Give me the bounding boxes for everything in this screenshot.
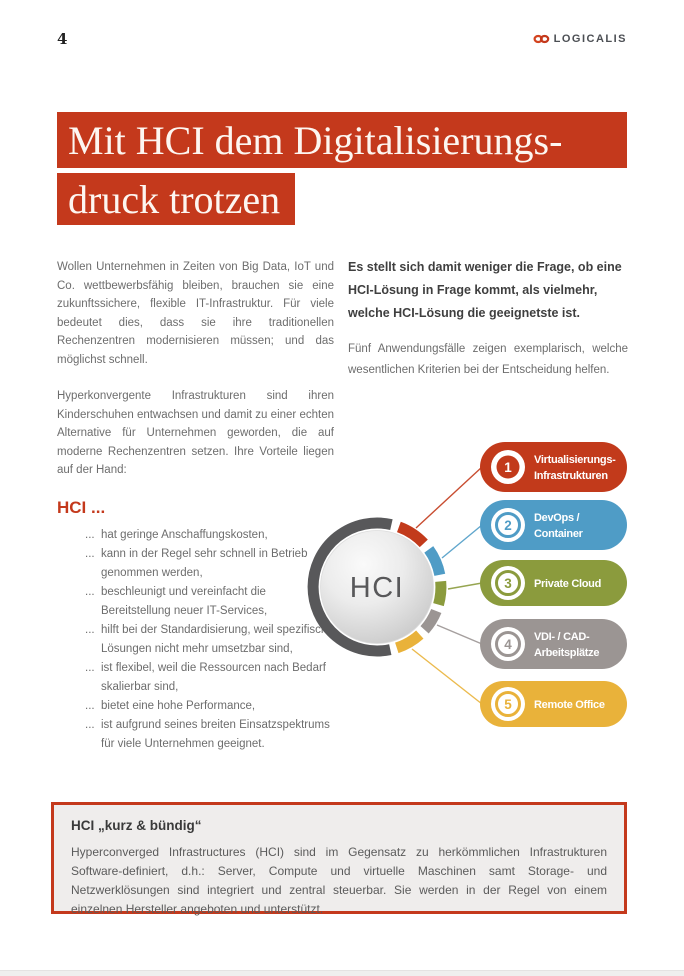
connector-line-1 [416,467,482,528]
article-title [57,112,627,225]
list-item [57,659,334,697]
logicalis-logo-text: LOGICALIS [553,33,627,45]
intro-paragraph-2: Hyperkonvergente Infrastrukturen sind ihren Kinderschuhen entwachsen und damit zu einer echten Alternative für Unternehmen geworden, die auf moderne Rechenzentren setzen. Ihre Vorteile liegen auf der Hand: [57,390,334,476]
use-case-pill-2 [480,500,627,550]
connector-line-5 [412,649,482,704]
list-item-text: hat geringe Anschaffungskosten, [101,528,268,541]
pill-5-number: 5 [504,697,512,712]
hci-benefits-section [57,498,334,754]
list-item-text: ist flexibel, weil die Ressourcen nach Bedarf skalierbar sind, [101,661,327,693]
pill-3-label-line1: Private Cloud [534,578,602,590]
pill-4-label-line2: Arbeitsplätze [534,647,600,659]
list-item [57,526,334,545]
pill-1-label-line1: Virtualisierungs- [534,454,616,466]
pill-2-label-line2: Container [534,528,583,540]
bullet-marker: ... [85,547,95,560]
pill-1-label-line2: Infrastrukturen [534,470,608,482]
pill-4-number: 4 [504,637,512,652]
connector-line-4 [437,625,482,644]
bullet-marker: ... [85,699,95,712]
summary-box-body: Hyperconverged Infrastructures (HCI) sind im Gegensatz zu herkömmlichen Infrastrukturen Software-definiert, d.h.: Server, Compute und virtuelle Maschinen samt Storage- und Netzwerklösungen sind integriert und zentral steuerbar. Sie werden in der Regel von einem einzelnen Hersteller angeboten und unterstützt. [71,845,607,916]
list-item-text: ist aufgrund seines breiten Einsatzspektrums für viele Unternehmen geeignet. [101,718,330,750]
use-case-pill-4 [480,619,627,669]
use-case-pill-3 [480,560,627,606]
list-item-text: kann in der Regel sehr schnell in Betrieb genommen werden, [101,547,308,579]
intro-paragraph-1: Wollen Unternehmen in Zeiten von Big Data, IoT und Co. wettbewerbsfähig bleiben, brauchen sie eine zukunftssichere, flexible IT-Infrastruktur. Für viele bedeutet dies, dass sie ihre traditionellen Rechenzentren modernisieren müssen; und das möglichst schnell. [57,261,334,366]
hci-use-case-diagram [300,430,640,740]
pill-2-number: 2 [504,518,512,533]
bullet-marker: ... [85,623,95,636]
hci-list-heading: HCI ... [57,497,106,517]
left-column [57,258,334,754]
list-item-text: hilft bei der Standardisierung, weil spezifische Lösungen nicht mehr umsetzbar sind, [101,623,334,655]
connector-line-3 [448,583,482,589]
title-line-2: druck trotzen [57,173,295,225]
page-number: 4 [57,30,68,48]
list-item-text: beschleunigt und vereinfacht die Bereitstellung neuer IT-Services, [101,585,268,617]
list-item [57,583,334,621]
list-item [57,621,334,659]
list-item [57,716,334,754]
pill-5-label-line1: Remote Office [534,699,605,711]
use-case-pill-5 [480,681,627,727]
hci-sphere-label: HCI [349,572,405,604]
lead-paragraph: Es stellt sich damit weniger die Frage, ob eine HCI-Lösung in Frage kommt, als vielmehr, welche HCI-Lösung die geeignetste ist. [348,260,622,320]
summary-box-heading: HCI „kurz & bündig“ [71,818,202,833]
logicalis-logo-icon [533,33,550,45]
list-item [57,545,334,583]
right-column [348,256,628,381]
list-item [57,697,334,716]
connector-line-2 [442,525,482,558]
bullet-marker: ... [85,585,95,598]
list-item-text: bietet eine hohe Performance, [101,699,256,712]
bullet-marker: ... [85,718,95,731]
logicalis-logo [533,33,627,45]
title-line-1: Mit HCI dem Digitalisierungs- [57,112,627,168]
pill-1-number: 1 [504,460,512,475]
use-cases-paragraph: Fünf Anwendungsfälle zeigen exemplarisch, welche wesentlichen Kriterien bei der Entscheidung helfen. [348,343,628,376]
hci-summary-box [51,802,627,914]
pill-2-label-line1: DevOps / [534,512,580,524]
pill-4-label-line1: VDI- / CAD- [534,631,590,643]
bullet-marker: ... [85,528,95,541]
bullet-marker: ... [85,661,95,674]
page-bottom-strip [0,970,684,976]
use-case-pill-1 [480,442,627,492]
pill-3-number: 3 [504,576,512,591]
ring-arc-olive [439,581,441,604]
